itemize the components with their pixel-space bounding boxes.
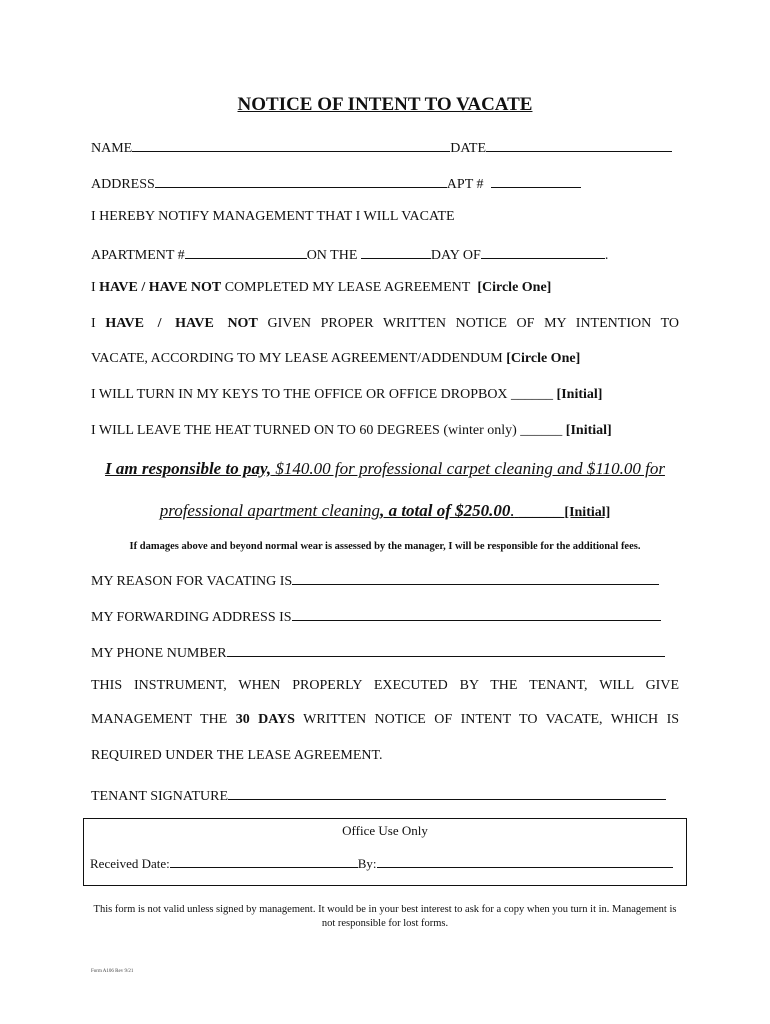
on-the-label: ON THE [306, 248, 358, 263]
instrument-line-3: REQUIRED UNDER THE LEASE AGREEMENT. [91, 748, 383, 763]
cleaning-initial-label: [Initial] [564, 505, 611, 520]
date-field[interactable] [486, 137, 672, 152]
signature-label: TENANT SIGNATURE [91, 789, 229, 804]
forwarding-row [91, 606, 661, 626]
circle-one-note: [Circle One] [477, 280, 552, 295]
cleaning-fees: $140.00 for professional carpet cleaning and $110.00 for [275, 459, 665, 478]
apartment-label: APARTMENT # [91, 248, 185, 263]
keys-text: I WILL TURN IN MY KEYS TO THE OFFICE OR OFFICE DROPBOX [91, 387, 508, 402]
thirty-days: 30 DAYS [235, 712, 295, 727]
cleaning-period: . [510, 501, 515, 520]
name-date-row [91, 137, 672, 157]
apartment-field[interactable] [185, 244, 307, 259]
day-of-label: DAY OF [430, 248, 481, 263]
responsible-to-pay: I am responsible to pay, [105, 459, 272, 478]
received-by-field[interactable] [377, 854, 673, 868]
damages-note: If damages above and beyond normal wear is assessed by the manager, I will be responsible for the additional fees. [129, 541, 641, 552]
office-use-title: Office Use Only [342, 823, 428, 838]
cleaning-line-2 [0, 501, 770, 521]
instrument-line-2 [91, 712, 679, 728]
phone-field[interactable] [227, 642, 665, 657]
notice-prefix: I [91, 316, 96, 331]
cleaning-initial-field[interactable]: ______ [518, 505, 561, 520]
phone-row [91, 642, 665, 662]
by-label: By: [357, 856, 377, 871]
address-label: ADDRESS [91, 177, 155, 192]
date-label: DATE [450, 141, 487, 156]
total-amount: , a total of $250.00 [380, 501, 511, 520]
circle-one-note-2: [Circle One] [506, 351, 581, 366]
apartment-cleaning: professional apartment cleaning [159, 501, 381, 520]
phone-label: MY PHONE NUMBER [91, 646, 227, 661]
keys-row [91, 387, 602, 403]
heat-text: I WILL LEAVE THE HEAT TURNED ON TO 60 DEGREES (winter only) [91, 423, 517, 438]
notice-text-2: VACATE, ACCORDING TO MY LEASE AGREEMENT/ADDENDUM [91, 351, 503, 366]
name-field[interactable] [132, 137, 450, 152]
lease-completed-row [91, 280, 551, 296]
lease-prefix: I [91, 280, 96, 295]
have-have-not-option-2[interactable]: HAVE / HAVE NOT [105, 316, 258, 331]
notify-text: I HEREBY NOTIFY MANAGEMENT THAT I WILL VACATE [91, 209, 455, 224]
reason-row [91, 570, 659, 590]
notice-text-1: GIVEN PROPER WRITTEN NOTICE OF MY INTENTION TO [267, 316, 680, 331]
name-label: NAME [91, 141, 133, 156]
received-date-field[interactable] [170, 854, 358, 868]
keys-initial-field[interactable]: ______ [511, 387, 554, 402]
heat-row [91, 423, 612, 439]
notice-row-1 [91, 316, 679, 332]
office-use-box [83, 818, 687, 886]
office-received-row [90, 854, 673, 872]
disclaimer: This form is not valid unless signed by management. It would be in your best interest to ask for a copy when you turn it in. Management is not responsible for lost forms. [93, 904, 677, 929]
form-number: Form A106 Rev 9/21 [91, 969, 134, 974]
received-date-label: Received Date: [90, 856, 170, 871]
month-field[interactable] [481, 244, 605, 259]
apt-label: APT # [446, 177, 484, 192]
keys-initial-label: [Initial] [556, 387, 603, 402]
address-row [91, 173, 581, 193]
lease-completed-text: COMPLETED MY LEASE AGREEMENT [224, 280, 471, 295]
have-have-not-option[interactable]: HAVE / HAVE NOT [99, 280, 222, 295]
form-title: NOTICE OF INTENT TO VACATE [237, 94, 533, 115]
cleaning-line-1 [0, 459, 770, 479]
heat-initial-label: [Initial] [565, 423, 612, 438]
period: . [604, 248, 609, 263]
instrument-post: WRITTEN NOTICE OF INTENT TO VACATE, WHICH IS [303, 712, 680, 727]
address-field[interactable] [155, 173, 447, 188]
apt-field[interactable] [491, 173, 581, 188]
instrument-line-1: THIS INSTRUMENT, WHEN PROPERLY EXECUTED BY THE TENANT, WILL GIVE [91, 678, 679, 693]
forwarding-address-field[interactable] [292, 606, 661, 621]
vacate-date-row [91, 244, 608, 264]
heat-initial-field[interactable]: ______ [520, 423, 563, 438]
forwarding-label: MY FORWARDING ADDRESS IS [91, 610, 292, 625]
reason-field[interactable] [292, 570, 659, 585]
signature-row [91, 785, 666, 805]
day-field[interactable] [361, 244, 431, 259]
instrument-pre: MANAGEMENT THE [91, 712, 228, 727]
notice-row-2 [91, 351, 580, 367]
reason-label: MY REASON FOR VACATING IS [91, 574, 293, 589]
tenant-signature-field[interactable] [228, 785, 666, 800]
